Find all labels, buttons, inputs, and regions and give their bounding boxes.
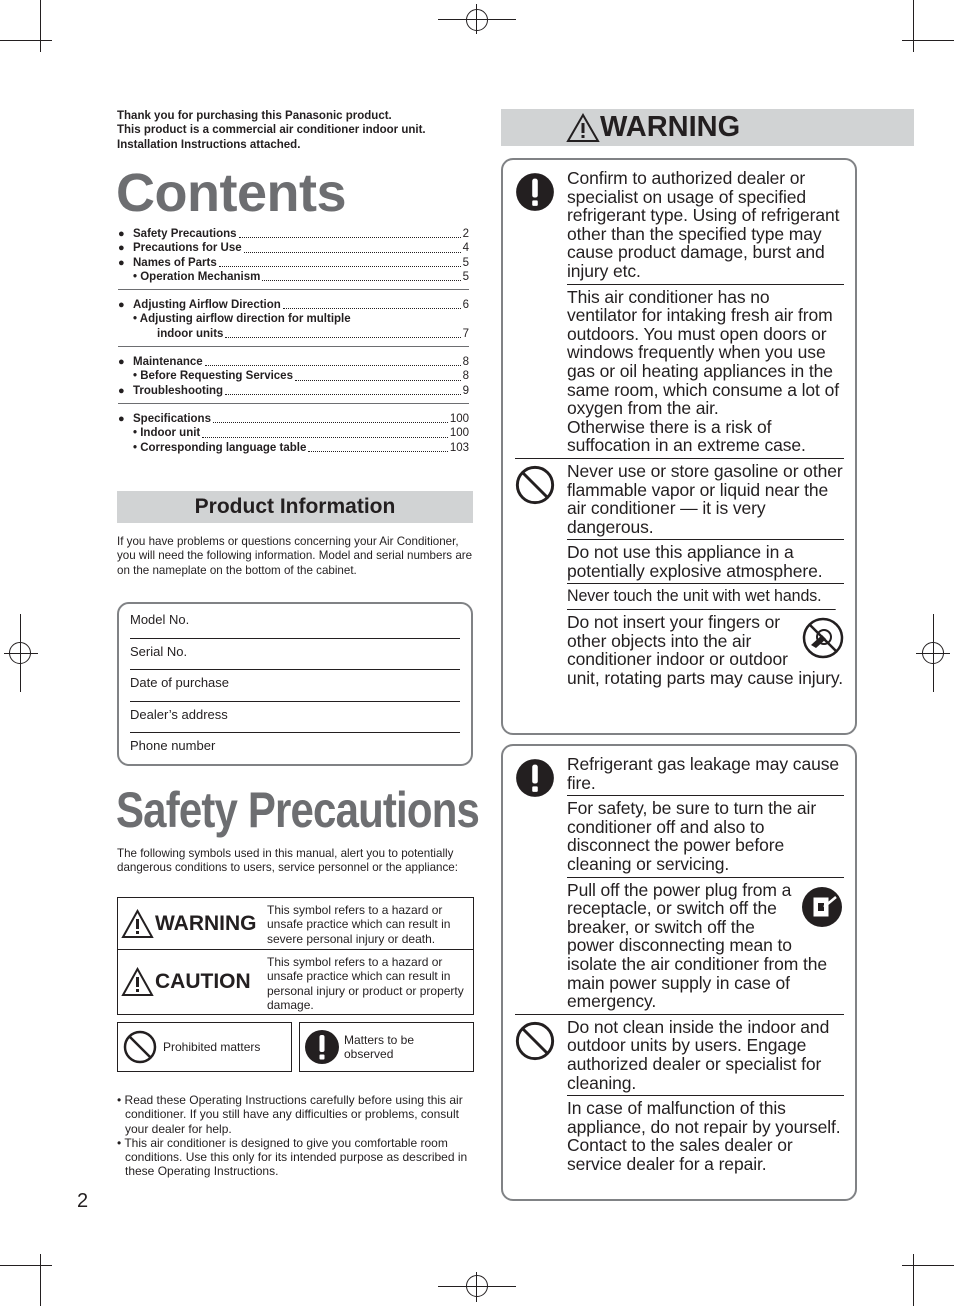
toc-label: • Before Requesting Services xyxy=(133,370,293,383)
warning-item: In case of malfunction of this appliance, do not repair by yourself. Contact to the sales dealer or service dealer for a repair. xyxy=(567,1098,841,1174)
toc-bullet: ● xyxy=(118,412,125,425)
toc-bullet: ● xyxy=(118,299,125,312)
warning-item: Never touch the unit with wet hands. xyxy=(567,584,836,610)
safety-precautions-title: Safety Precautions xyxy=(116,782,480,838)
toc-entry[interactable] xyxy=(118,312,469,326)
warning-label: WARNING xyxy=(155,911,257,935)
toc-page-number: 4 xyxy=(462,242,469,255)
prohibited-legend xyxy=(117,1022,292,1072)
no-fingers-fan-icon xyxy=(802,617,844,659)
toc-entry[interactable] xyxy=(118,384,469,398)
toc-page-number: 5 xyxy=(462,256,469,269)
prohibited-label: Prohibited matters xyxy=(163,1040,261,1054)
warning-description: This symbol refers to a hazard or unsafe practice which can result in severe personal injury or death. xyxy=(267,903,451,946)
warning-item-text: Pull off the power plug from a receptacle, or switch off the breaker, or switch off the power disconnecting mean to isolate the air conditioner from the main power supply in case of emergency. xyxy=(567,879,828,1012)
toc-entry[interactable] xyxy=(118,412,469,426)
phone-number-field: Phone number xyxy=(130,738,216,753)
caution-label: CAUTION xyxy=(155,970,251,993)
warning-title: WARNING xyxy=(600,111,741,143)
intro-text xyxy=(117,109,487,152)
product-info-form xyxy=(117,602,473,766)
intro-line: Thank you for purchasing this Panasonic product. xyxy=(117,110,392,122)
toc-leader-dots xyxy=(225,394,461,395)
toc-leader-dots xyxy=(244,252,461,253)
warning-symbol-row xyxy=(118,898,473,950)
unplug-icon xyxy=(800,885,844,929)
safety-intro-text: The following symbols used in this manual, alert you to potentially dangerous conditions to users, service personnel or the appliance: xyxy=(117,847,458,875)
mandatory-exclamation-icon xyxy=(304,1029,340,1065)
warning-item-with-icon xyxy=(567,610,844,690)
dealer-address-field: Dealer’s address xyxy=(130,702,460,734)
warning-box-1 xyxy=(501,158,857,735)
prohibited-icon xyxy=(515,1021,555,1061)
mandatory-group xyxy=(515,746,844,1015)
toc-entry[interactable] xyxy=(118,256,469,270)
toc-page-number: 2 xyxy=(462,228,469,240)
toc-page-number: 6 xyxy=(462,299,469,312)
toc-page-number: 8 xyxy=(462,356,469,369)
toc-label: Troubleshooting xyxy=(133,384,224,397)
toc-bullet: ● xyxy=(118,242,125,255)
toc-leader-dots xyxy=(205,365,461,366)
toc-label: Specifications xyxy=(133,412,211,425)
toc-label: • Corresponding language table xyxy=(133,441,307,454)
observed-legend xyxy=(299,1022,474,1072)
toc-bullet: ● xyxy=(118,384,125,397)
toc-label: Maintenance xyxy=(133,356,203,369)
caution-symbol-row xyxy=(118,950,473,1014)
mandatory-exclamation-icon xyxy=(515,758,555,798)
caution-triangle-icon xyxy=(121,967,154,997)
warning-item: Do not clean inside the indoor and outdoor units by users. Engage authorized dealer or specialist for cleaning. xyxy=(567,1015,844,1096)
warning-item: Do not use this appliance in a potentially explosive atmosphere. xyxy=(567,540,844,584)
toc-entry[interactable] xyxy=(118,369,469,383)
toc-label: • Indoor unit xyxy=(133,427,201,440)
warning-item-text: Do not insert your fingers or other objects into the air conditioner indoor or outdoor unit, rotating parts may cause injury. xyxy=(567,612,844,688)
date-of-purchase-field: Date of purchase xyxy=(130,670,460,702)
mandatory-group xyxy=(515,160,844,459)
toc-group xyxy=(118,227,469,290)
table-of-contents xyxy=(118,227,469,468)
toc-leader-dots xyxy=(295,380,461,381)
contents-title: Contents xyxy=(116,163,346,223)
warning-header xyxy=(501,109,914,146)
toc-leader-dots xyxy=(225,337,460,338)
symbol-legend-table xyxy=(117,897,474,1015)
toc-entry[interactable] xyxy=(118,327,469,341)
toc-entry[interactable] xyxy=(118,298,469,312)
toc-group xyxy=(118,412,469,460)
warning-item: Never use or store gasoline or other flammable vapor or liquid near the air conditioner — it is very dangerous. xyxy=(567,459,844,540)
model-no-field: Model No. xyxy=(130,607,460,639)
observed-label: Matters to be observed xyxy=(344,1033,415,1061)
toc-bullet: ● xyxy=(118,228,125,240)
prohibited-group xyxy=(515,459,844,691)
mandatory-exclamation-icon xyxy=(515,172,555,212)
toc-label: Safety Precautions xyxy=(133,228,237,240)
toc-label: • Operation Mechanism xyxy=(133,270,261,283)
toc-page-number: 100 xyxy=(449,427,469,440)
toc-group xyxy=(118,298,469,347)
serial-no-field: Serial No. xyxy=(130,639,460,671)
toc-leader-dots xyxy=(213,422,448,423)
note-item: • This air conditioner is designed to give you comfortable room conditions. Use this only for its intended purpose as described in these Operating Instructions. xyxy=(117,1135,468,1179)
toc-page-number: 100 xyxy=(449,412,469,425)
toc-leader-dots xyxy=(262,280,460,281)
intro-line: Installation Instructions attached. xyxy=(117,138,301,151)
toc-page-number: 5 xyxy=(462,270,469,283)
warning-item: Refrigerant gas leakage may cause fire. xyxy=(567,752,844,796)
prohibited-icon xyxy=(515,465,555,505)
toc-bullet: ● xyxy=(118,356,125,369)
toc-group xyxy=(118,355,469,404)
toc-entry[interactable] xyxy=(118,355,469,369)
warning-item-with-icon xyxy=(567,878,844,1014)
warning-item: For safety, be sure to turn the air conditioner off and also to disconnect the power before cleaning or servicing. xyxy=(567,796,844,877)
toc-entry[interactable] xyxy=(118,426,469,440)
prohibited-icon xyxy=(123,1030,157,1064)
note-item: • Read these Operating Instructions carefully before using this air conditioner. If you still have any difficulties or problems, consult your dealer for help. xyxy=(117,1093,463,1136)
warning-box-2 xyxy=(501,744,857,1201)
toc-entry[interactable] xyxy=(118,241,469,255)
toc-page-number: 7 xyxy=(462,327,469,340)
warning-triangle-icon xyxy=(566,113,600,143)
toc-label: indoor units xyxy=(157,327,224,340)
warning-item: Confirm to authorized dealer or specialist on usage of specified refrigerant type. Using of refrigerant other than the specified type may cause product damage, burst and injury etc. xyxy=(567,166,844,285)
toc-entry[interactable] xyxy=(118,270,469,284)
toc-leader-dots xyxy=(308,451,447,452)
toc-label: Precautions for Use xyxy=(133,242,242,255)
page-number: 2 xyxy=(77,1190,89,1212)
toc-label: • Adjusting airflow direction for multiple xyxy=(133,313,351,326)
usage-notes xyxy=(117,1093,475,1179)
toc-leader-dots xyxy=(239,237,461,238)
toc-entry[interactable] xyxy=(118,441,469,455)
toc-page-number: 103 xyxy=(449,441,469,454)
toc-leader-dots xyxy=(283,308,461,309)
product-information-text: If you have problems or questions concerning your Air Conditioner, you will need the following information. Model and serial numbers are on the nameplate on the bottom of the cabinet. xyxy=(117,535,473,577)
warning-item: This air conditioner has no ventilator for intaking fresh air from outdoors. You must open doors or windows frequently when you use gas or oil heating appliances in the same room, which consume a lot of oxygen from the air. Otherwise there is a risk of suffocation in an extreme case. xyxy=(567,286,839,456)
prohibited-group xyxy=(515,1015,844,1177)
toc-label: Adjusting Airflow Direction xyxy=(133,299,281,312)
warning-triangle-icon xyxy=(121,909,154,939)
toc-leader-dots xyxy=(219,266,461,267)
caution-description: This symbol refers to a hazard or unsafe practice which can result in personal injury or product or property damage. xyxy=(267,955,464,1013)
toc-label: Names of Parts xyxy=(133,256,217,269)
toc-page-number: 9 xyxy=(462,384,469,397)
product-information-header: Product Information xyxy=(117,491,473,523)
toc-bullet: ● xyxy=(118,256,125,269)
toc-leader-dots xyxy=(202,437,448,438)
toc-page-number: 8 xyxy=(462,370,469,383)
toc-entry[interactable] xyxy=(118,227,469,241)
intro-line: This product is a commercial air conditioner indoor unit. xyxy=(117,124,426,137)
